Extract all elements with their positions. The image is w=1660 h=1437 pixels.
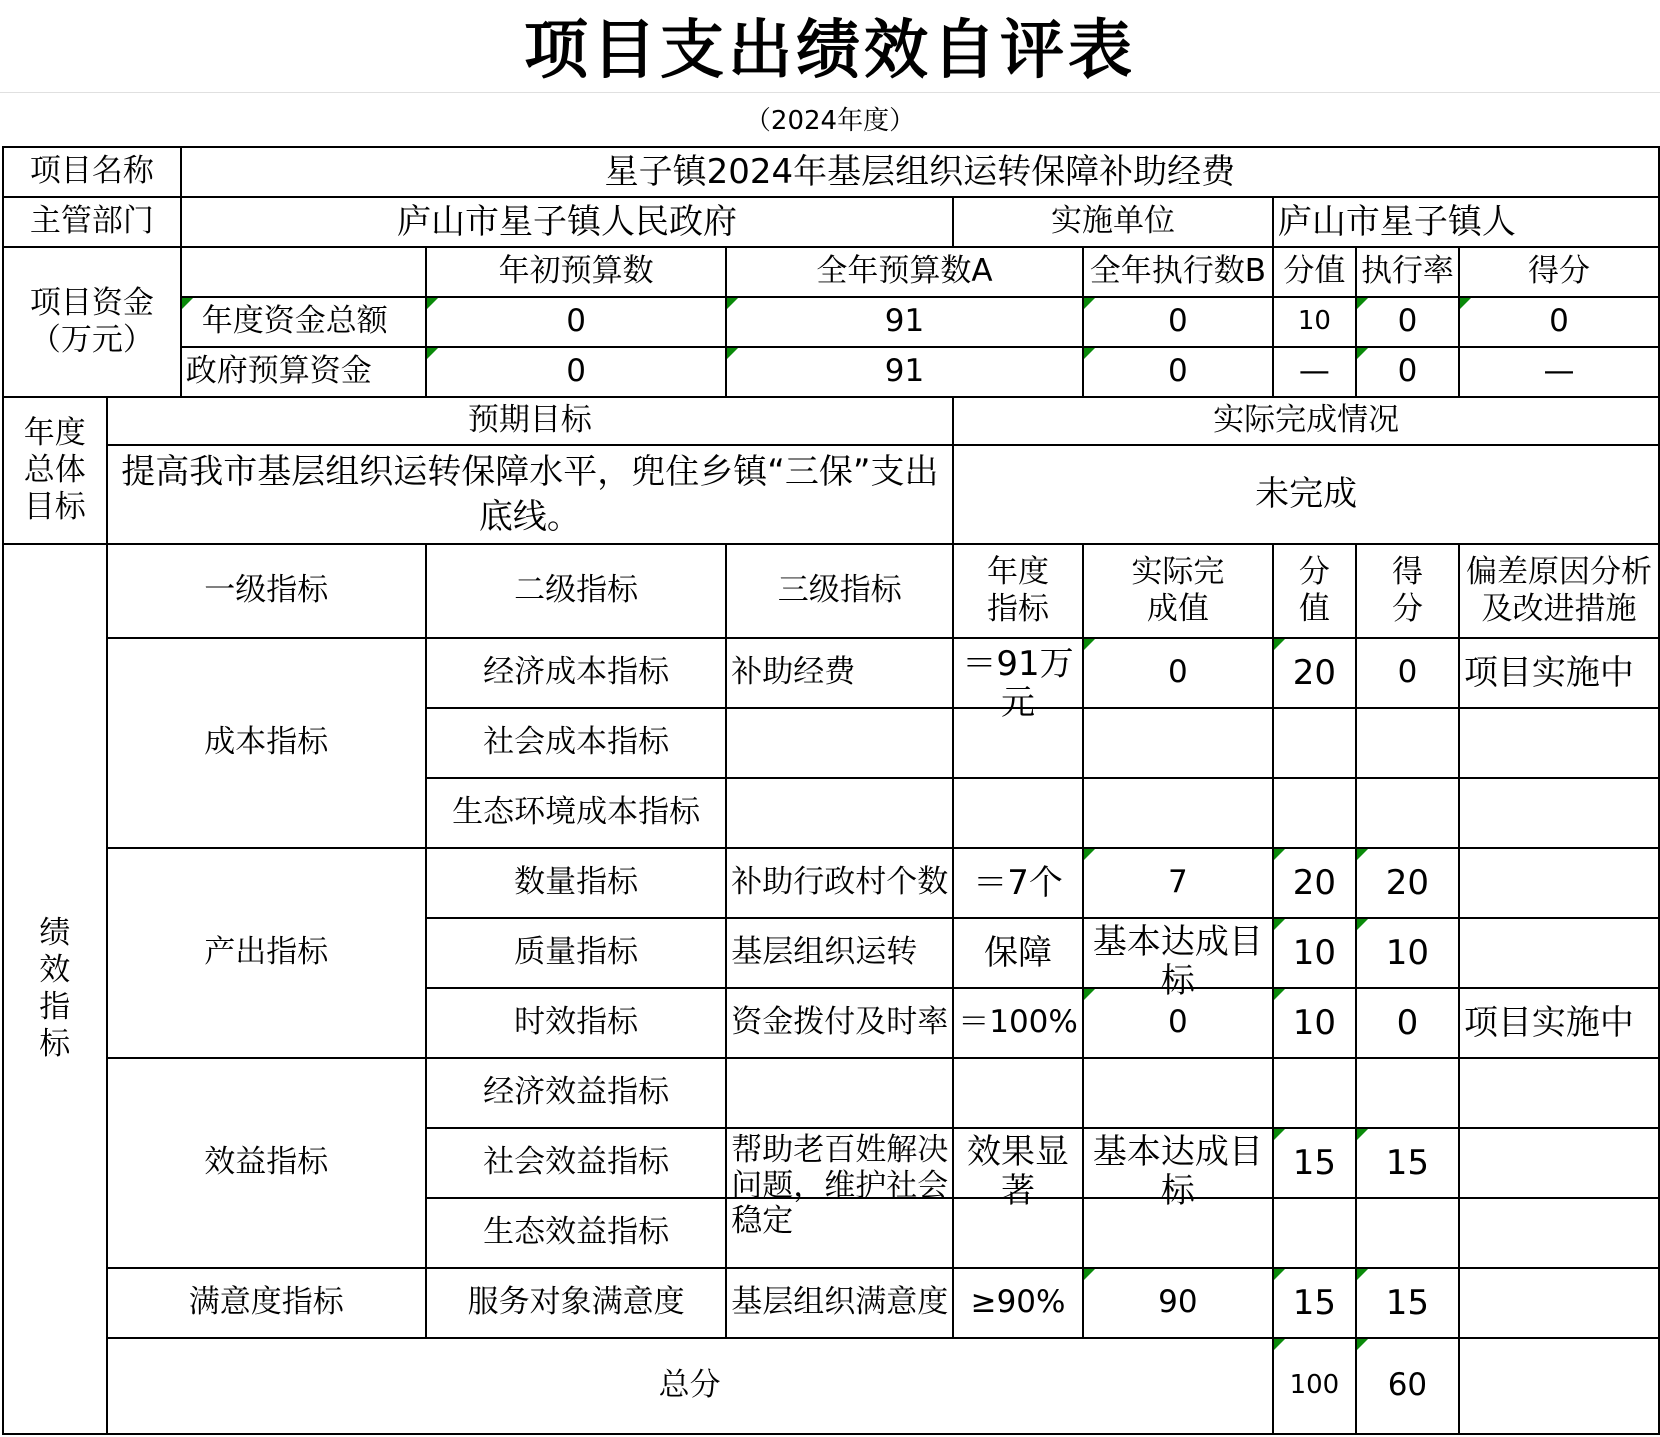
ind-value: 20 <box>1273 848 1356 918</box>
ind-score <box>1356 1058 1459 1128</box>
funds-row-annual: 91 <box>726 297 1083 347</box>
funds-row-score-value: — <box>1273 347 1356 397</box>
dept-label: 主管部门 <box>3 197 181 247</box>
ind-actual <box>1083 1198 1273 1268</box>
funds-header-score: 得分 <box>1459 247 1659 297</box>
ind-value: 15 <box>1273 1128 1356 1198</box>
funds-header-executed: 全年执行数B <box>1083 247 1273 297</box>
ind-score <box>1356 708 1459 778</box>
ind-level2: 生态效益指标 <box>426 1198 726 1268</box>
ind-reason <box>1459 1128 1659 1198</box>
ind-level2: 社会效益指标 <box>426 1128 726 1198</box>
ind-level2: 数量指标 <box>426 848 726 918</box>
ind-level3 <box>726 1058 953 1128</box>
ind-actual <box>1083 708 1273 778</box>
ind-header-level2: 二级指标 <box>426 544 726 638</box>
ind-level3: 基层组织运转 <box>726 918 953 988</box>
total-value: 100 <box>1273 1338 1356 1434</box>
funds-row-initial: 0 <box>426 347 726 397</box>
ind-reason <box>1459 1268 1659 1338</box>
ind-target: ＝91万元 <box>953 638 1083 708</box>
page-subtitle: （2024年度） <box>744 105 916 136</box>
ind-header-reason: 偏差原因分析及改进措施 <box>1459 544 1659 638</box>
ind-value <box>1273 1058 1356 1128</box>
ind-level1-output: 产出指标 <box>107 848 427 1058</box>
ind-reason: 项目实施中 <box>1459 988 1659 1058</box>
ind-header-level3: 三级指标 <box>726 544 953 638</box>
ind-level3: 补助经费 <box>726 638 953 708</box>
ind-header-target: 年度指标 <box>953 544 1083 638</box>
ind-reason <box>1459 848 1659 918</box>
ind-reason <box>1459 1058 1659 1128</box>
funds-label: 项目资金 （万元） <box>3 247 181 397</box>
ind-score <box>1356 778 1459 848</box>
goal-expected-text: 提高我市基层组织运转保障水平，兜住乡镇“三保”支出底线。 <box>107 445 954 544</box>
ind-score: 15 <box>1356 1128 1459 1198</box>
ind-reason <box>1459 778 1659 848</box>
ind-score: 0 <box>1356 988 1459 1058</box>
indicators-side-label: 绩效指标 <box>3 544 107 1434</box>
ind-actual <box>1083 1058 1273 1128</box>
ind-level3 <box>726 708 953 778</box>
dept-value: 庐山市星子镇人民政府 <box>181 197 953 247</box>
ind-level2: 经济成本指标 <box>426 638 726 708</box>
goal-expected-header: 预期目标 <box>107 397 954 445</box>
ind-level3 <box>726 778 953 848</box>
funds-row-score-value: 10 <box>1273 297 1356 347</box>
ind-value: 10 <box>1273 918 1356 988</box>
funds-row-score: 0 <box>1459 297 1659 347</box>
funds-row-annual: 91 <box>726 347 1083 397</box>
funds-row-name: 政府预算资金 <box>181 347 426 397</box>
funds-header-score-value: 分值 <box>1273 247 1356 297</box>
ind-level2: 质量指标 <box>426 918 726 988</box>
ind-level2: 社会成本指标 <box>426 708 726 778</box>
grid-divider <box>0 92 1660 93</box>
ind-reason <box>1459 1198 1659 1268</box>
funds-header-initial: 年初预算数 <box>426 247 726 297</box>
ind-actual: 基本达成目标 <box>1083 1128 1273 1198</box>
ind-value <box>1273 708 1356 778</box>
project-name-label: 项目名称 <box>3 147 181 197</box>
ind-level3: 资金拨付及时率 <box>726 988 953 1058</box>
funds-row-executed: 0 <box>1083 347 1273 397</box>
ind-actual: 0 <box>1083 988 1273 1058</box>
ind-score <box>1356 1198 1459 1268</box>
ind-target <box>953 708 1083 778</box>
ind-actual: 0 <box>1083 638 1273 708</box>
project-name-value: 星子镇2024年基层组织运转保障补助经费 <box>181 147 1659 197</box>
ind-header-level1: 一级指标 <box>107 544 427 638</box>
goal-actual-header: 实际完成情况 <box>953 397 1659 445</box>
ind-score: 15 <box>1356 1268 1459 1338</box>
ind-target <box>953 1058 1083 1128</box>
funds-row-executed: 0 <box>1083 297 1273 347</box>
ind-actual <box>1083 778 1273 848</box>
funds-row-rate: 0 <box>1356 297 1459 347</box>
ind-reason: 项目实施中 <box>1459 638 1659 708</box>
goal-label: 年度总体目标 <box>3 397 107 544</box>
ind-actual: 90 <box>1083 1268 1273 1338</box>
ind-level3: 帮助老百姓解决问题，维护社会稳定 <box>726 1128 953 1198</box>
ind-level2: 服务对象满意度 <box>426 1268 726 1338</box>
funds-row-initial: 0 <box>426 297 726 347</box>
ind-value: 10 <box>1273 988 1356 1058</box>
ind-level2: 时效指标 <box>426 988 726 1058</box>
self-evaluation-table <box>2 146 1660 1435</box>
ind-value: 20 <box>1273 638 1356 708</box>
ind-score: 10 <box>1356 918 1459 988</box>
ind-reason <box>1459 708 1659 778</box>
impl-value: 庐山市星子镇人 <box>1273 197 1659 247</box>
ind-header-score: 得分 <box>1356 544 1459 638</box>
ind-value: 15 <box>1273 1268 1356 1338</box>
ind-actual: 7 <box>1083 848 1273 918</box>
total-label: 总分 <box>107 1338 1273 1434</box>
ind-actual: 基本达成目标 <box>1083 918 1273 988</box>
ind-target: ＝7个 <box>953 848 1083 918</box>
ind-score: 20 <box>1356 848 1459 918</box>
goal-actual-text: 未完成 <box>953 445 1659 544</box>
ind-level1-benefit: 效益指标 <box>107 1058 427 1268</box>
funds-header-annual: 全年预算数A <box>726 247 1083 297</box>
ind-level1-cost: 成本指标 <box>107 638 427 848</box>
ind-header-actual: 实际完成值 <box>1083 544 1273 638</box>
ind-level3 <box>726 1198 953 1268</box>
funds-row-score: — <box>1459 347 1659 397</box>
ind-reason <box>1459 918 1659 988</box>
funds-row-rate: 0 <box>1356 347 1459 397</box>
page-title: 项目支出绩效自评表 <box>524 13 1136 88</box>
ind-target <box>953 778 1083 848</box>
impl-label: 实施单位 <box>953 197 1273 247</box>
ind-score: 0 <box>1356 638 1459 708</box>
ind-header-value: 分值 <box>1273 544 1356 638</box>
ind-level3: 基层组织满意度 <box>726 1268 953 1338</box>
ind-target: 效果显著 <box>953 1128 1083 1198</box>
ind-level2: 生态环境成本指标 <box>426 778 726 848</box>
ind-target: ＝100% <box>953 988 1083 1058</box>
funds-header-rate: 执行率 <box>1356 247 1459 297</box>
ind-value <box>1273 1198 1356 1268</box>
ind-target <box>953 1198 1083 1268</box>
ind-level1-satisfaction: 满意度指标 <box>107 1268 427 1338</box>
ind-level3: 补助行政村个数 <box>726 848 953 918</box>
funds-row-name: 年度资金总额 <box>181 297 426 347</box>
ind-level2: 经济效益指标 <box>426 1058 726 1128</box>
ind-value <box>1273 778 1356 848</box>
ind-target: ≥90% <box>953 1268 1083 1338</box>
total-reason <box>1459 1338 1659 1434</box>
total-score: 60 <box>1356 1338 1459 1434</box>
ind-target: 保障 <box>953 918 1083 988</box>
funds-header-blank <box>181 247 426 297</box>
